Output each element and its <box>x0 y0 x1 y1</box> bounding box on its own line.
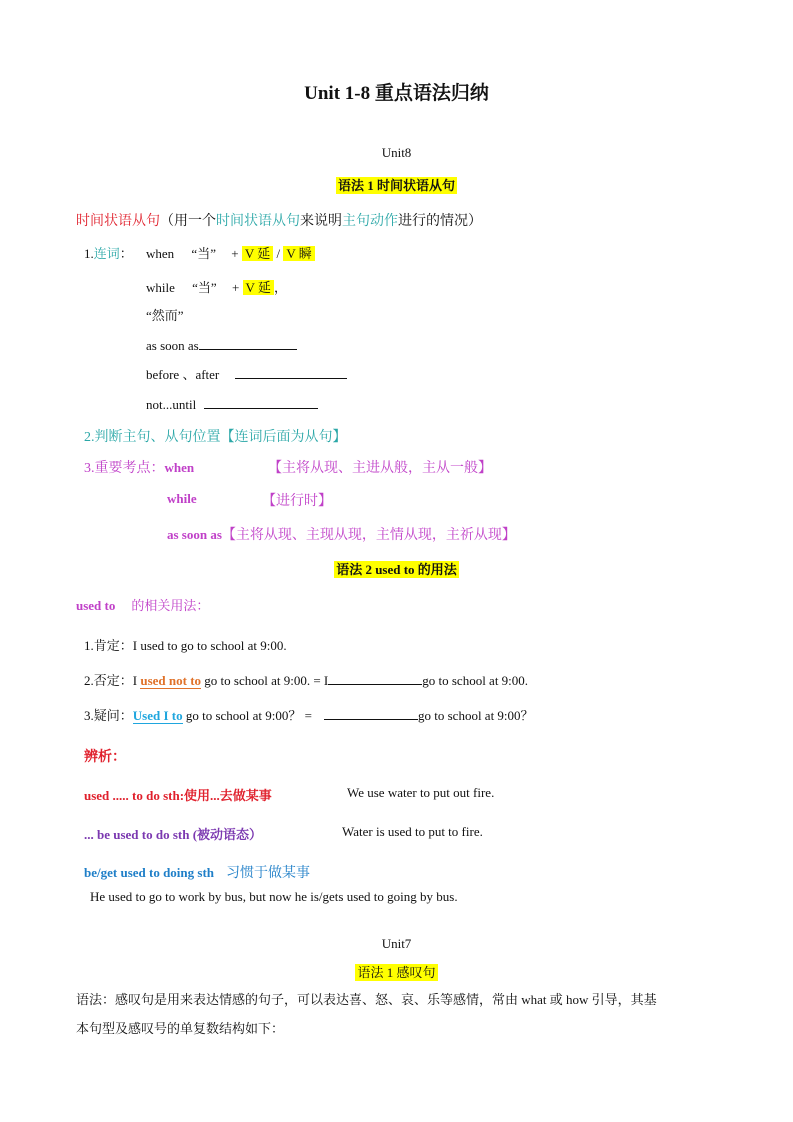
point3-when-rule: 【主将从现、主进从般，主从一般】 <box>268 461 492 476</box>
usage-question <box>84 705 534 724</box>
unit8-label: Unit8 <box>381 145 412 160</box>
used-to-word: used to <box>76 598 116 613</box>
unit7-label: Unit7 <box>381 936 412 951</box>
conn-when-mean: “当” <box>191 246 216 261</box>
distinguish-label: 辨析： <box>84 750 126 765</box>
distinguish-3-example: He used to go to work by bus, but now he is/gets used to going by bus. <box>90 889 458 904</box>
conn-as-soon-as-row <box>146 338 297 354</box>
point3-while: while <box>167 491 197 506</box>
intro-p3: 进行的情况） <box>398 214 482 229</box>
distinguish-1-example: We use water to put out fire. <box>347 785 495 800</box>
point2-text: 2.判断主句、从句位置【连词后面为从句】 <box>84 430 347 445</box>
usage-negative <box>84 670 528 689</box>
distinguish-2-example: Water is used to put to fire. <box>342 824 483 839</box>
grammar2-heading <box>0 559 793 578</box>
grammar1-heading <box>0 175 793 194</box>
point3-while-rule: 【进行时】 <box>262 494 332 509</box>
unit7-grammar1-heading-text: 语法 1 感叹句 <box>357 965 436 980</box>
intro-term2: 时间状语从句 <box>216 214 300 229</box>
grammar1-heading-text: 语法 1 时间状语从句 <box>337 178 455 193</box>
conn-when-row <box>146 243 315 262</box>
point3-when-row <box>84 457 194 477</box>
used-to-intro <box>76 595 209 614</box>
usage-positive: 1.肯定：I used to go to school at 9:00. <box>84 638 287 653</box>
conn-before-after-row <box>146 364 347 383</box>
usage-q-a: 3.疑问： <box>84 708 133 723</box>
conn-as-soon-as: as soon as <box>146 338 199 353</box>
point3-when: when <box>164 460 195 475</box>
conn-slash: / <box>276 246 281 261</box>
blank-line <box>328 673 422 685</box>
intro-p2: 来说明 <box>300 214 342 229</box>
point3-num: 3.重要考点： <box>84 461 165 476</box>
conn-v-instant: V 瞬 <box>283 246 314 261</box>
usage-neg-highlight: used not to <box>140 673 202 688</box>
distinguish-3-row <box>84 862 310 882</box>
grammar2-heading-text: 语法 2 used to 的用法 <box>336 562 457 577</box>
conn-not-until: not...until <box>146 397 197 412</box>
usage-q-b: go to school at 9:00？ = <box>182 708 312 723</box>
conn-while-row <box>146 277 287 296</box>
point3-as-soon-as: as soon as <box>167 527 222 542</box>
usage-neg-a: 2.否定：I <box>84 673 141 688</box>
conn-when: when <box>146 246 175 261</box>
blank-line <box>199 338 297 350</box>
point3-as-soon-as-row <box>167 524 516 544</box>
usage-neg-c: go to school at 9:00. <box>422 673 529 688</box>
conn-before-after: before 、after <box>146 367 220 382</box>
page-title: Unit 1-8 重点语法归纳 <box>304 83 489 104</box>
distinguish-2-phrase: ... be used to do sth (被动语态） <box>84 827 263 842</box>
intro-line <box>76 210 482 230</box>
point2 <box>84 426 347 446</box>
point3-as-soon-as-rule: 【主将从现、主现从现，主情从现，主祈从现】 <box>221 528 516 543</box>
conn-colon: ： <box>119 246 133 261</box>
conn-v-continuous2: V 延 <box>243 280 274 295</box>
conn-while-mean: “当” <box>192 280 217 295</box>
intro-term: 时间状语从句 <box>76 214 160 229</box>
distinguish-3-phrase: be/get used to doing sth <box>84 865 215 880</box>
blank-line <box>204 397 318 409</box>
intro-term3: 主句动作 <box>342 214 398 229</box>
conn-plus: + <box>231 246 239 261</box>
blank-line <box>324 708 418 720</box>
distinguish-1-phrase: used ..... to do sth:使用...去做某事 <box>84 788 272 803</box>
unit7-para-line2: 本句型及感叹号的单复数结构如下： <box>76 1021 285 1036</box>
used-to-text: 的相关用法： <box>131 598 210 613</box>
conn-label: 连词 <box>93 246 120 261</box>
conn-comma: ， <box>273 280 287 295</box>
connectives-line <box>84 243 133 262</box>
intro-p1: （用一个 <box>160 214 216 229</box>
distinguish-3-mean: 习惯于做某事 <box>226 866 311 881</box>
usage-q-c: go to school at 9:00？ <box>418 708 534 723</box>
conn-num: 1. <box>84 246 94 261</box>
conn-not-until-row <box>146 397 318 413</box>
unit7-grammar1-heading <box>0 962 793 981</box>
conn-while: while <box>146 280 175 295</box>
conn-v-continuous: V 延 <box>242 246 273 261</box>
conn-plus2: + <box>231 280 240 295</box>
conn-however: “然而” <box>146 308 184 323</box>
usage-neg-b: go to school at 9:00. = I <box>201 673 329 688</box>
blank-line <box>235 367 347 379</box>
unit7-para-line1: 语法：感叹句是用来表达情感的句子，可以表达喜、怒、哀、乐等感情，常由 what 或 how 引导，其基 <box>76 992 657 1007</box>
usage-q-highlight: Used I to <box>132 708 183 723</box>
